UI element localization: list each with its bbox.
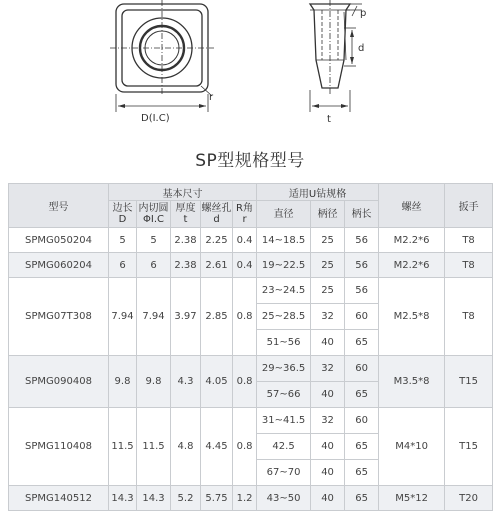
cell-model: SPMG050204 bbox=[9, 228, 109, 253]
cell-diameter: 23~24.5 bbox=[257, 278, 311, 304]
table-row bbox=[9, 356, 493, 382]
cell-shank-length: 60 bbox=[345, 408, 379, 434]
cell-wrench: T15 bbox=[445, 356, 493, 408]
col-wrench: 扳手 bbox=[445, 184, 493, 228]
cell-thickness: 3.97 bbox=[171, 278, 201, 356]
cell-side-length: 9.8 bbox=[109, 356, 137, 408]
insert-side-view bbox=[310, 0, 365, 112]
cell-side-length: 14.3 bbox=[109, 486, 137, 511]
cell-shank-diameter: 32 bbox=[311, 356, 345, 382]
cell-shank-diameter: 25 bbox=[311, 253, 345, 278]
cell-screw-hole: 2.85 bbox=[201, 278, 233, 356]
cell-corner-radius: 0.8 bbox=[233, 278, 257, 356]
cell-thread: M3.5*8 bbox=[379, 356, 445, 408]
label-r: r bbox=[209, 92, 214, 103]
cell-shank-diameter: 40 bbox=[311, 486, 345, 511]
cell-thickness: 2.38 bbox=[171, 228, 201, 253]
cell-model: SPMG110408 bbox=[9, 408, 109, 486]
cell-diameter: 57~66 bbox=[257, 382, 311, 408]
label-d: d bbox=[358, 43, 365, 54]
cell-thickness: 4.8 bbox=[171, 408, 201, 486]
cell-corner-radius: 0.8 bbox=[233, 408, 257, 486]
cell-diameter: 51~56 bbox=[257, 330, 311, 356]
cell-inscribed-circle: 7.94 bbox=[137, 278, 171, 356]
cell-shank-diameter: 25 bbox=[311, 278, 345, 304]
cell-shank-length: 60 bbox=[345, 356, 379, 382]
cell-side-length: 7.94 bbox=[109, 278, 137, 356]
cell-side-length: 11.5 bbox=[109, 408, 137, 486]
col-model: 型号 bbox=[9, 184, 109, 228]
cell-shank-diameter: 40 bbox=[311, 434, 345, 460]
cell-screw-hole: 4.45 bbox=[201, 408, 233, 486]
table-row bbox=[9, 253, 493, 278]
cell-shank-diameter: 32 bbox=[311, 304, 345, 330]
cell-diameter: 14~18.5 bbox=[257, 228, 311, 253]
cell-thickness: 4.3 bbox=[171, 356, 201, 408]
cell-side-length: 6 bbox=[109, 253, 137, 278]
cell-diameter: 43~50 bbox=[257, 486, 311, 511]
table-row bbox=[9, 408, 493, 434]
group-basic-dimensions: 基本尺寸 bbox=[109, 184, 257, 201]
cell-shank-length: 56 bbox=[345, 278, 379, 304]
cell-model: SPMG090408 bbox=[9, 356, 109, 408]
cell-thickness: 2.38 bbox=[171, 253, 201, 278]
cell-shank-diameter: 40 bbox=[311, 382, 345, 408]
cell-corner-radius: 0.8 bbox=[233, 356, 257, 408]
cell-model: SPMG07T308 bbox=[9, 278, 109, 356]
cell-diameter: 31~41.5 bbox=[257, 408, 311, 434]
cell-thread: M2.2*6 bbox=[379, 228, 445, 253]
cell-inscribed-circle: 6 bbox=[137, 253, 171, 278]
cell-shank-length: 56 bbox=[345, 228, 379, 253]
col-thread: 螺丝 bbox=[379, 184, 445, 228]
cell-screw-hole: 2.25 bbox=[201, 228, 233, 253]
cell-corner-radius: 0.4 bbox=[233, 228, 257, 253]
cell-shank-length: 56 bbox=[345, 253, 379, 278]
table-header bbox=[9, 184, 493, 228]
col-inscribed-circle: 内切圆 ΦI.C bbox=[137, 201, 171, 228]
cell-shank-length: 65 bbox=[345, 434, 379, 460]
cell-side-length: 5 bbox=[109, 228, 137, 253]
cell-shank-length: 65 bbox=[345, 382, 379, 408]
cell-model: SPMG140512 bbox=[9, 486, 109, 511]
insert-technical-drawing bbox=[0, 0, 500, 140]
cell-screw-hole: 4.05 bbox=[201, 356, 233, 408]
label-p: p bbox=[360, 8, 367, 19]
cell-corner-radius: 1.2 bbox=[233, 486, 257, 511]
cell-inscribed-circle: 14.3 bbox=[137, 486, 171, 511]
page-title: SP型规格型号 bbox=[195, 151, 305, 171]
col-diameter: 直径 bbox=[257, 201, 311, 228]
cell-wrench: T8 bbox=[445, 228, 493, 253]
cell-thread: M2.5*8 bbox=[379, 278, 445, 356]
cell-inscribed-circle: 11.5 bbox=[137, 408, 171, 486]
table-row bbox=[9, 486, 493, 511]
cell-inscribed-circle: 5 bbox=[137, 228, 171, 253]
cell-model: SPMG060204 bbox=[9, 253, 109, 278]
cell-shank-length: 60 bbox=[345, 304, 379, 330]
cell-thread: M4*10 bbox=[379, 408, 445, 486]
cell-diameter: 67~70 bbox=[257, 460, 311, 486]
cell-thickness: 5.2 bbox=[171, 486, 201, 511]
cell-diameter: 19~22.5 bbox=[257, 253, 311, 278]
cell-wrench: T15 bbox=[445, 408, 493, 486]
label-d-ic: D(I.C) bbox=[141, 113, 170, 124]
cell-shank-length: 65 bbox=[345, 460, 379, 486]
cell-diameter: 25~28.5 bbox=[257, 304, 311, 330]
insert-front-view bbox=[110, 0, 214, 112]
cell-shank-diameter: 32 bbox=[311, 408, 345, 434]
cell-shank-diameter: 40 bbox=[311, 460, 345, 486]
cell-diameter: 29~36.5 bbox=[257, 356, 311, 382]
col-screw-hole: 螺丝孔 d bbox=[201, 201, 233, 228]
col-corner-radius: R角 r bbox=[233, 201, 257, 228]
table-body bbox=[9, 228, 493, 511]
cell-inscribed-circle: 9.8 bbox=[137, 356, 171, 408]
cell-shank-diameter: 25 bbox=[311, 228, 345, 253]
group-drill-spec: 适用U钻规格 bbox=[257, 184, 379, 201]
cell-corner-radius: 0.4 bbox=[233, 253, 257, 278]
col-thickness: 厚度 t bbox=[171, 201, 201, 228]
label-t: t bbox=[327, 114, 331, 125]
cell-diameter: 42.5 bbox=[257, 434, 311, 460]
cell-thread: M5*12 bbox=[379, 486, 445, 511]
cell-wrench: T8 bbox=[445, 253, 493, 278]
cell-shank-diameter: 40 bbox=[311, 330, 345, 356]
cell-thread: M2.2*6 bbox=[379, 253, 445, 278]
col-shank-length: 柄长 bbox=[345, 201, 379, 228]
spec-table bbox=[8, 183, 493, 511]
table-row bbox=[9, 228, 493, 253]
col-side-length: 边长 D bbox=[109, 201, 137, 228]
cell-wrench: T20 bbox=[445, 486, 493, 511]
cell-wrench: T8 bbox=[445, 278, 493, 356]
cell-shank-length: 65 bbox=[345, 330, 379, 356]
cell-shank-length: 65 bbox=[345, 486, 379, 511]
cell-screw-hole: 5.75 bbox=[201, 486, 233, 511]
table-row bbox=[9, 278, 493, 304]
col-shank-diameter: 柄径 bbox=[311, 201, 345, 228]
cell-screw-hole: 2.61 bbox=[201, 253, 233, 278]
